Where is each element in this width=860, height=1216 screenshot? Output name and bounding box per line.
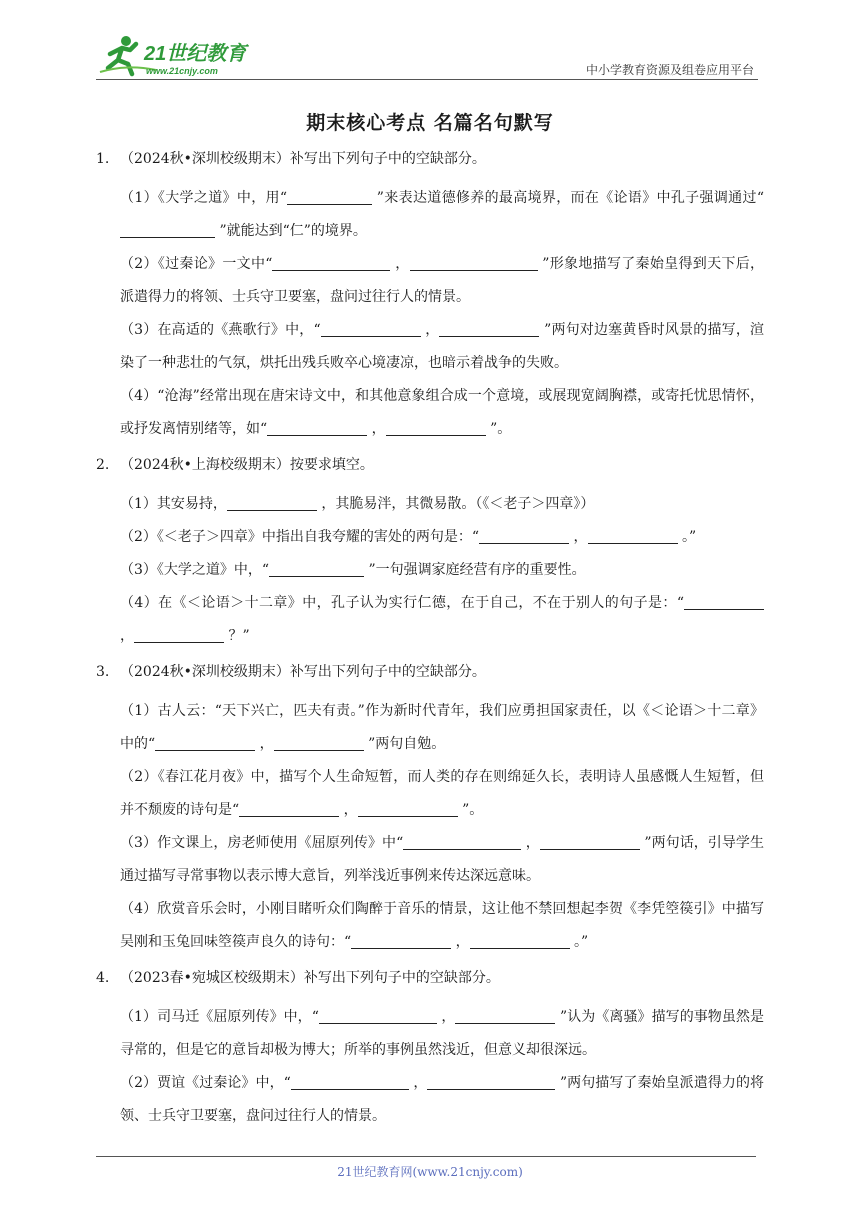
question-text: （2024秋•上海校级期末）按要求填空。 xyxy=(120,457,374,473)
sub-question xyxy=(96,380,764,446)
sub-question-text: （4）欣赏音乐会时，小刚目睹听众们陶醉于音乐的情景，这让他不禁回想起李贺《李凭箜篌引》中描写吴刚和玉兔回味箜篌声良久的诗句：“ xyxy=(120,901,764,950)
sub-question xyxy=(96,695,764,761)
sub-question-text: ”就能达到“仁”的境界。 xyxy=(215,223,367,239)
blank-line xyxy=(403,833,521,850)
sub-question-text: （1）司马迁《屈原列传》中，“ xyxy=(120,1009,319,1025)
footer-text: 21世纪教育网(www.21cnjy.com) xyxy=(337,1165,523,1179)
blank-line xyxy=(358,800,458,817)
header-divider xyxy=(96,79,758,80)
blank-line xyxy=(455,1007,555,1024)
sub-question-text: （1）古人云：“天下兴亡，匹夫有责。”作为新时代青年，我们应勇担国家责任，以《＜论语＞十二章》中的“ xyxy=(120,703,764,752)
sub-question-text: ， xyxy=(451,934,470,950)
blank-line xyxy=(287,188,372,205)
sub-question xyxy=(96,248,764,314)
platform-name: 中小学教育资源及组卷应用平台 xyxy=(585,63,754,77)
sub-question-text: ”两句对边塞黄昏时风景的描写，渲染了一种悲壮的气氛，烘托出残兵败卒心境凄凉，也暗示着战争的失败。 xyxy=(120,322,765,371)
sub-question xyxy=(96,554,764,587)
blank-line xyxy=(155,734,255,751)
question-text: （2024秋•深圳校级期末）补写出下列句子中的空缺部分。 xyxy=(120,664,486,680)
sub-question-text: ， xyxy=(339,802,358,818)
blank-line xyxy=(239,800,339,817)
blank-line xyxy=(134,626,224,643)
question-heading xyxy=(96,148,764,170)
sub-question-text: ”认为《离骚》描写的事物虽然是寻常的，但是它的意旨却极为博大；所举的事例虽然浅近，但意义却很深远。 xyxy=(120,1009,764,1058)
sub-question-text: （2）《过秦论》一文中“ xyxy=(120,256,273,272)
sub-question-text: （4）在《＜论语＞十二章》中，孔子认为实行仁德，在于自己，不在于别人的句子是：“ xyxy=(120,595,684,611)
sub-question-text: （2）《＜老子＞四章》中指出自我夸耀的害处的两句是：“ xyxy=(120,529,480,545)
sub-question xyxy=(96,893,764,959)
sub-question xyxy=(96,587,764,653)
sub-question xyxy=(96,521,764,554)
blank-line xyxy=(319,1007,437,1024)
sub-question xyxy=(96,182,764,248)
blank-line xyxy=(427,1073,555,1090)
question-text: （2023春•宛城区校级期末）补写出下列句子中的空缺部分。 xyxy=(120,970,500,986)
blank-line xyxy=(386,419,486,436)
sub-question-text: ， xyxy=(255,736,274,752)
sub-question-text: ”一句强调家庭经营有序的重要性。 xyxy=(364,562,586,578)
sub-question-text: ”来表达道德修养的最高境界，而在《论语》中孔子强调通过“ xyxy=(372,190,764,206)
blank-line xyxy=(321,320,421,337)
sub-question xyxy=(96,1067,764,1133)
sub-question-text: ”两句自勉。 xyxy=(363,736,446,752)
blank-line xyxy=(274,734,364,751)
sub-question-text: 。” xyxy=(677,529,697,545)
sub-question-text: ， xyxy=(390,256,410,272)
logo-text: 21世纪教育 xyxy=(144,43,247,65)
sub-question-text: （1）其安易持， xyxy=(120,496,227,512)
sub-question-text: ”两句话，引导学生通过描写寻常事物以表示博大意旨，列举浅近事例来传达深远意味。 xyxy=(120,835,764,884)
sub-question-text: （2）贾谊《过秦论》中，“ xyxy=(120,1075,291,1091)
blank-line xyxy=(267,419,367,436)
sub-question-text: （4）“沧海”经常出现在唐宋诗文中，和其他意象组合成一个意境，或展现宽阔胸襟，或寄托忧思情怀，或抒发离情别绪等，如“ xyxy=(120,388,764,437)
blank-line xyxy=(410,254,538,271)
blank-line xyxy=(479,527,569,544)
question-heading xyxy=(96,967,764,989)
blank-line xyxy=(269,560,364,577)
sub-question-text: ， xyxy=(436,1009,456,1025)
sub-question-text: ”。 xyxy=(457,802,484,818)
blank-line xyxy=(120,221,215,238)
blank-line xyxy=(227,494,317,511)
question-heading xyxy=(96,661,764,683)
question-text: （2024秋•深圳校级期末）补写出下列句子中的空缺部分。 xyxy=(120,151,486,167)
blank-line xyxy=(588,527,678,544)
sub-question-text: ， xyxy=(420,322,440,338)
question-list xyxy=(96,148,764,1133)
question-number: 2. xyxy=(96,457,110,473)
blank-line xyxy=(439,320,539,337)
question-number: 1. xyxy=(96,151,110,167)
sub-question-text: ， xyxy=(367,421,386,437)
page-title: 期末核心考点 名篇名句默写 xyxy=(306,112,554,134)
logo xyxy=(96,34,266,78)
sub-question-text: ， xyxy=(120,628,134,644)
sub-question xyxy=(96,314,764,380)
footer-divider xyxy=(96,1156,756,1157)
blank-line xyxy=(684,593,764,610)
sub-question-text: ”。 xyxy=(485,421,512,437)
blank-line xyxy=(291,1073,409,1090)
sub-question-text: （1）《大学之道》中，用“ xyxy=(120,190,288,206)
sub-question-text: （2）《春江花月夜》中，描写个人生命短暂，而人类的存在则绵延久长，表明诗人虽感慨人生短暂，但并不颓废的诗句是“ xyxy=(120,769,764,818)
sub-question-text: ， xyxy=(408,1075,428,1091)
question-number: 4. xyxy=(96,970,110,986)
sub-question-text: ？” xyxy=(224,628,250,644)
sub-question xyxy=(96,1001,764,1067)
sub-question-text: ， xyxy=(521,835,540,851)
blank-line xyxy=(351,932,451,949)
sub-question-text: ， xyxy=(569,529,588,545)
blank-line xyxy=(540,833,640,850)
logo-url: www.21cnjy.com xyxy=(146,66,218,76)
sub-question-text: （3）在高适的《燕歌行》中，“ xyxy=(120,322,321,338)
page-header xyxy=(96,32,758,80)
sub-question xyxy=(96,827,764,893)
sub-question-text: ，其脆易泮，其微易散。（《＜老子＞四章》） xyxy=(316,496,595,512)
blank-line xyxy=(272,254,390,271)
sub-question-text: 。” xyxy=(569,934,589,950)
blank-line xyxy=(470,932,570,949)
sub-question xyxy=(96,761,764,827)
sub-question-text: （3）作文课上，房老师使用《屈原列传》中“ xyxy=(120,835,404,851)
sub-question-text: ”两句描写了秦始皇派遣得力的将领、士兵守卫要塞，盘问过往行人的情景。 xyxy=(120,1075,765,1124)
sub-question-text: ”形象地描写了秦始皇得到天下后，派遣得力的将领、士兵守卫要塞，盘问过往行人的情景。 xyxy=(120,256,764,305)
sub-question xyxy=(96,488,764,521)
question-number: 3. xyxy=(96,664,110,680)
question-heading xyxy=(96,454,764,476)
sub-question-text: （3）《大学之道》中，“ xyxy=(120,562,270,578)
